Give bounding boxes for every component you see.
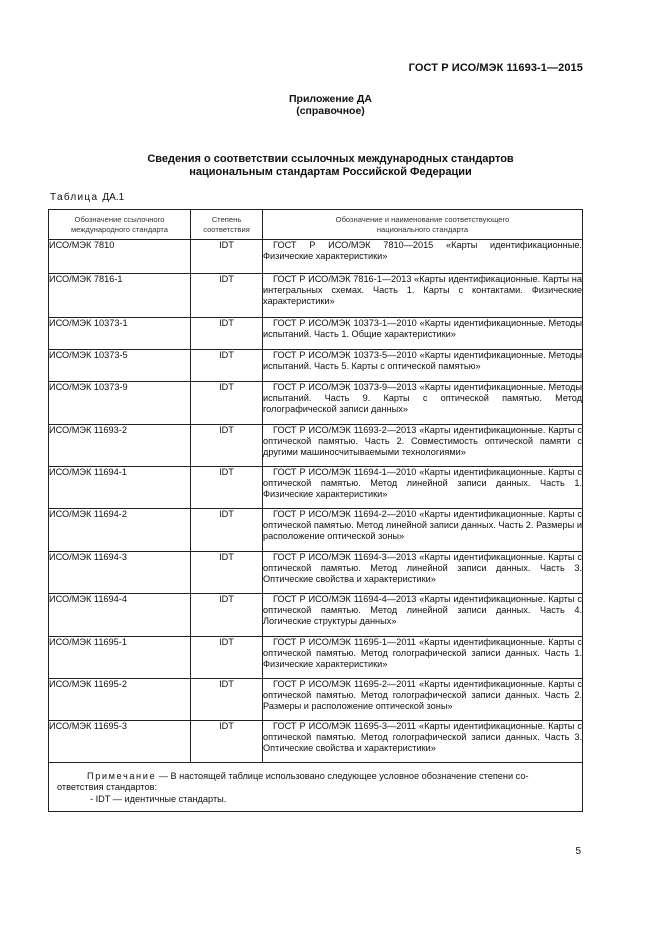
header-degree: [191, 210, 263, 240]
degree-cell: IDT: [191, 679, 263, 721]
header-ref-line1: Обозначение ссылочного: [74, 214, 165, 224]
table-row: [49, 318, 583, 350]
header-national-standard: [263, 210, 583, 240]
national-standard-text: ГОСТ Р ИСО/МЭК 10373-1—2010 «Карты идентификационные. Методы испытаний. Часть 1. Общие характеристики»: [263, 318, 582, 340]
table-row: [49, 425, 583, 467]
ref-standard-cell: ИСО/МЭК 11694-1: [49, 467, 191, 509]
table-row: [49, 721, 583, 763]
table-row: [49, 594, 583, 637]
standard-code: ГОСТ Р ИСО/МЭК 11693-1—2015: [408, 62, 583, 74]
national-standard-cell: [263, 467, 583, 509]
table-row: [49, 350, 583, 382]
ref-standard-cell: ИСО/МЭК 11695-1: [49, 637, 191, 679]
ref-standard-cell: ИСО/МЭК 10373-5: [49, 350, 191, 382]
national-standard-text: ГОСТ Р ИСО/МЭК 10373-5—2010 «Карты идентификационные. Методы испытаний. Часть 5. Карты с оптической памятью»: [263, 350, 582, 372]
national-standard-cell: [263, 425, 583, 467]
national-standard-cell: [263, 637, 583, 679]
ref-standard-cell: ИСО/МЭК 10373-1: [49, 318, 191, 350]
degree-cell: IDT: [191, 721, 263, 763]
table-row: [49, 274, 583, 318]
header-ref-line2: международного стандарта: [70, 225, 169, 234]
annex-title: Приложение ДА: [289, 93, 372, 105]
national-standard-cell: [263, 679, 583, 721]
national-standard-text: ГОСТ Р ИСО/МЭК 7816-1—2013 «Карты идентификационные. Карты на интегральных схемах. Часть 1. Карты с контактами. Физические характеристики»: [263, 274, 582, 307]
ref-standard-cell: ИСО/МЭК 11694-2: [49, 509, 191, 552]
table-label: [50, 192, 124, 203]
degree-cell: IDT: [191, 594, 263, 637]
table-row: [49, 509, 583, 552]
degree-cell: IDT: [191, 509, 263, 552]
references-table: [48, 209, 583, 812]
degree-cell: IDT: [191, 425, 263, 467]
table-label-number: ДА.1: [102, 192, 125, 203]
national-standard-cell: [263, 509, 583, 552]
degree-cell: IDT: [191, 467, 263, 509]
degree-cell: IDT: [191, 274, 263, 318]
ref-standard-cell: ИСО/МЭК 11694-4: [49, 594, 191, 637]
ref-standard-cell: ИСО/МЭК 11694-3: [49, 552, 191, 594]
header-ref-standard: [49, 210, 191, 240]
degree-cell: IDT: [191, 552, 263, 594]
header-national-line2: национального стандарта: [376, 225, 469, 234]
table-row: [49, 637, 583, 679]
note-line1: — В настоящей таблице использовано следующее условное обозначение степени со-: [158, 771, 529, 781]
national-standard-cell: [263, 552, 583, 594]
section-heading-line1: Сведения о соответствии ссылочных международных стандартов: [147, 153, 514, 165]
national-standard-text: ГОСТ Р ИСО/МЭК 11695-3—2011 «Карты идентификационные. Карты с оптической памятью. Метод голографической записи данных. Часть 3. Оптические свойства и характеристики»: [263, 721, 582, 754]
table-row: [49, 552, 583, 594]
national-standard-text: ГОСТ Р ИСО/МЭК 10373-9—2013 «Карты идентификационные. Методы испытаний. Часть 9. Карты с оптической памятью. Метод голографической записи данных»: [263, 382, 582, 415]
table-note: [49, 763, 583, 812]
national-standard-cell: [263, 382, 583, 425]
table-note-row: [49, 763, 583, 812]
ref-standard-cell: ИСО/МЭК 11695-2: [49, 679, 191, 721]
national-standard-text: ГОСТ Р ИСО/МЭК 11694-3—2013 «Карты идентификационные. Карты с оптической памятью. Метод линейной записи данных. Часть 3. Оптические свойства и характеристики»: [263, 552, 582, 585]
header-national-line1: Обозначение и наименование соответствующего: [335, 214, 510, 224]
table-row: [49, 467, 583, 509]
note-line2: ответствия стандартов:: [57, 782, 158, 793]
note-line3: - IDT — идентичные стандарты.: [90, 793, 227, 804]
table-row: [49, 382, 583, 425]
national-standard-text: ГОСТ Р ИСО/МЭК 7810—2015 «Карты идентификационные. Физические характеристики»: [263, 240, 582, 262]
national-standard-cell: [263, 240, 583, 274]
national-standard-cell: [263, 594, 583, 637]
degree-cell: IDT: [191, 318, 263, 350]
national-standard-text: ГОСТ Р ИСО/МЭК 11694-4—2013 «Карты идентификационные. Карты с оптической памятью. Метод линейной записи данных. Часть 4. Логические структуры данных»: [263, 594, 582, 627]
national-standard-cell: [263, 318, 583, 350]
national-standard-cell: [263, 274, 583, 318]
degree-cell: IDT: [191, 382, 263, 425]
ref-standard-cell: ИСО/МЭК 11693-2: [49, 425, 191, 467]
degree-cell: IDT: [191, 637, 263, 679]
degree-cell: IDT: [191, 240, 263, 274]
national-standard-text: ГОСТ Р ИСО/МЭК 11694-2—2010 «Карты идентификационные. Карты с оптической памятью. Метод линейной записи данных. Часть 2. Размеры и расположение оптической зоны»: [263, 509, 582, 542]
table-row: [49, 240, 583, 274]
header-degree-line1: Степень: [211, 214, 242, 224]
page-number: 5: [575, 846, 581, 857]
annex-subtitle: (справочное): [296, 105, 365, 117]
national-standard-text: ГОСТ Р ИСО/МЭК 11695-2—2011 «Карты идентификационные. Карты с оптической памятью. Метод голографической записи данных. Часть 2. Размеры и расположение оптической зоны»: [263, 679, 582, 712]
header-degree-line2: соответствия: [203, 225, 250, 234]
ref-standard-cell: ИСО/МЭК 7816-1: [49, 274, 191, 318]
ref-standard-cell: ИСО/МЭК 7810: [49, 240, 191, 274]
table-label-word: Таблица: [50, 192, 99, 203]
ref-standard-cell: ИСО/МЭК 11695-3: [49, 721, 191, 763]
national-standard-text: ГОСТ Р ИСО/МЭК 11693-2—2013 «Карты идентификационные. Карты с оптической памятью. Часть 2. Совместимость оптической памяти с другими машиносчитываемыми технологиями»: [263, 425, 582, 458]
section-heading-line2: национальным стандартам Российской Федерации: [189, 166, 472, 178]
note-heading: Примечание: [87, 771, 157, 781]
national-standard-text: ГОСТ Р ИСО/МЭК 11695-1—2011 «Карты идентификационные. Карты с оптической памятью. Метод голографической записи данных. Часть 1. Физические характеристики»: [263, 637, 582, 670]
national-standard-cell: [263, 350, 583, 382]
table-row: [49, 679, 583, 721]
ref-standard-cell: ИСО/МЭК 10373-9: [49, 382, 191, 425]
national-standard-text: ГОСТ Р ИСО/МЭК 11694-1—2010 «Карты идентификационные. Карты с оптической памятью. Метод линейной записи данных. Часть 1. Физические характеристики»: [263, 467, 582, 500]
table-header-row: [49, 210, 583, 240]
degree-cell: IDT: [191, 350, 263, 382]
national-standard-cell: [263, 721, 583, 763]
